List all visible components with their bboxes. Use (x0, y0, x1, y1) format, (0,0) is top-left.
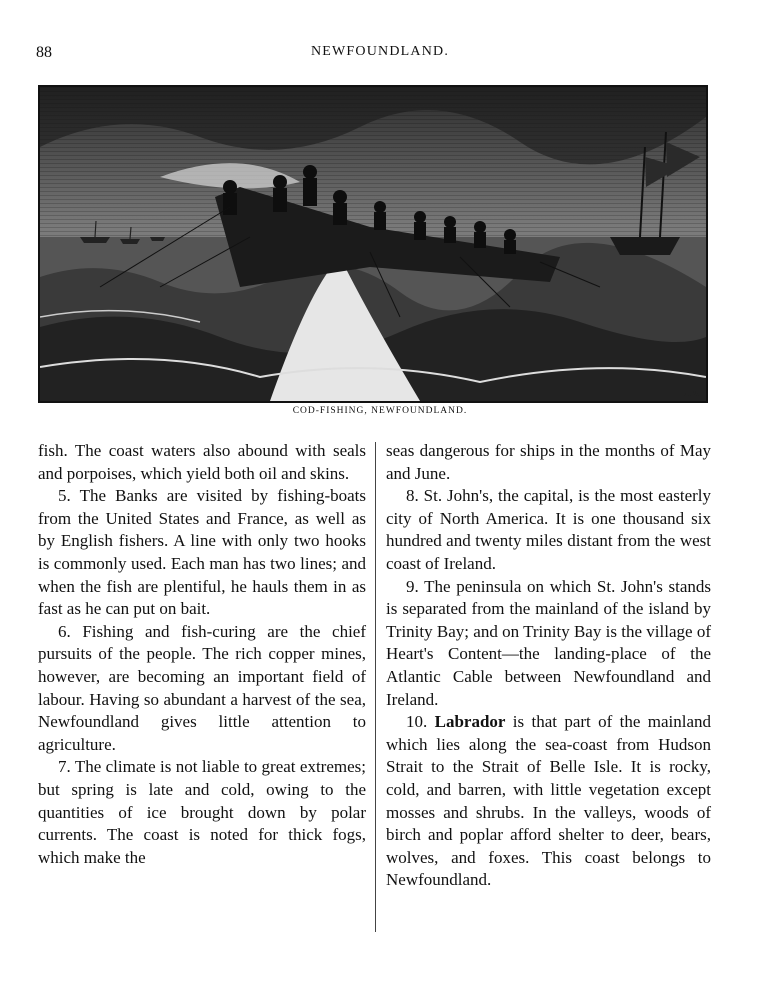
paragraph-5: 5. The Banks are visited by fishing-boats from the United States and France, as well as by English fishers. A line with only two hooks is commonly used. Each man has two lines; and when the fish are plentiful, he hauls them in as fast as he can put on bait. (38, 486, 366, 619)
paragraph-8: 8. St. John's, the capital, is the most easterly city of North America. It is one thousand six hundred and twenty miles distant from the west coast of Ireland. (386, 486, 711, 573)
artist-signature: H.W. (684, 389, 700, 398)
paragraph-10-number: 10. (406, 712, 428, 732)
illustration-caption: COD-FISHING, NEWFOUNDLAND. (292, 406, 468, 416)
right-column (386, 440, 711, 892)
page-number: 88 (36, 44, 52, 61)
labrador-heading: Labrador (434, 712, 506, 732)
paragraph-6: 6. Fishing and fish-curing are the chief pursuits of the people. The rich copper mines, however, are becoming an important field of labour. Having so abundant a harvest of the sea, Newfoundland gives little attention to agriculture. (38, 621, 366, 754)
paragraph-10 (386, 711, 711, 892)
column-divider (375, 442, 376, 932)
paragraph-7: 7. The climate is not liable to great extremes; but spring is late and cold, owing to the quantities of ice brought down by polar currents. The coast is noted for thick fogs, which make the (38, 757, 366, 867)
paragraph-7-continuation: seas dangerous for ships in the months of May and June. (386, 441, 711, 483)
running-head: NEWFOUNDLAND. (310, 44, 450, 59)
cod-fishing-engraving (38, 85, 708, 403)
paragraph-10-text: is that part of the mainland which lies along the sea-coast from Hudson Strait to the Strait of Belle Isle. It is rocky, cold, and barren, with little vegetation except mosses and shrubs. In the valleys, woods of birch and poplar afford shelter to deer, bears, wolves, and foxes. This coast belongs to Newfoundland. (386, 712, 712, 890)
paragraph-9: 9. The peninsula on which St. John's stands is separated from the mainland of the island by Trinity Bay; and on Trinity Bay is the village of Heart's Content—the landing-place of the Atlantic Cable between Newfoundland and Ireland. (386, 576, 711, 709)
engraving-drawing (40, 87, 706, 401)
left-column (38, 440, 366, 869)
page-header (0, 44, 760, 68)
paragraph-continuation: fish. The coast waters also abound with seals and porpoises, which yield both oil and skins. (38, 441, 366, 483)
